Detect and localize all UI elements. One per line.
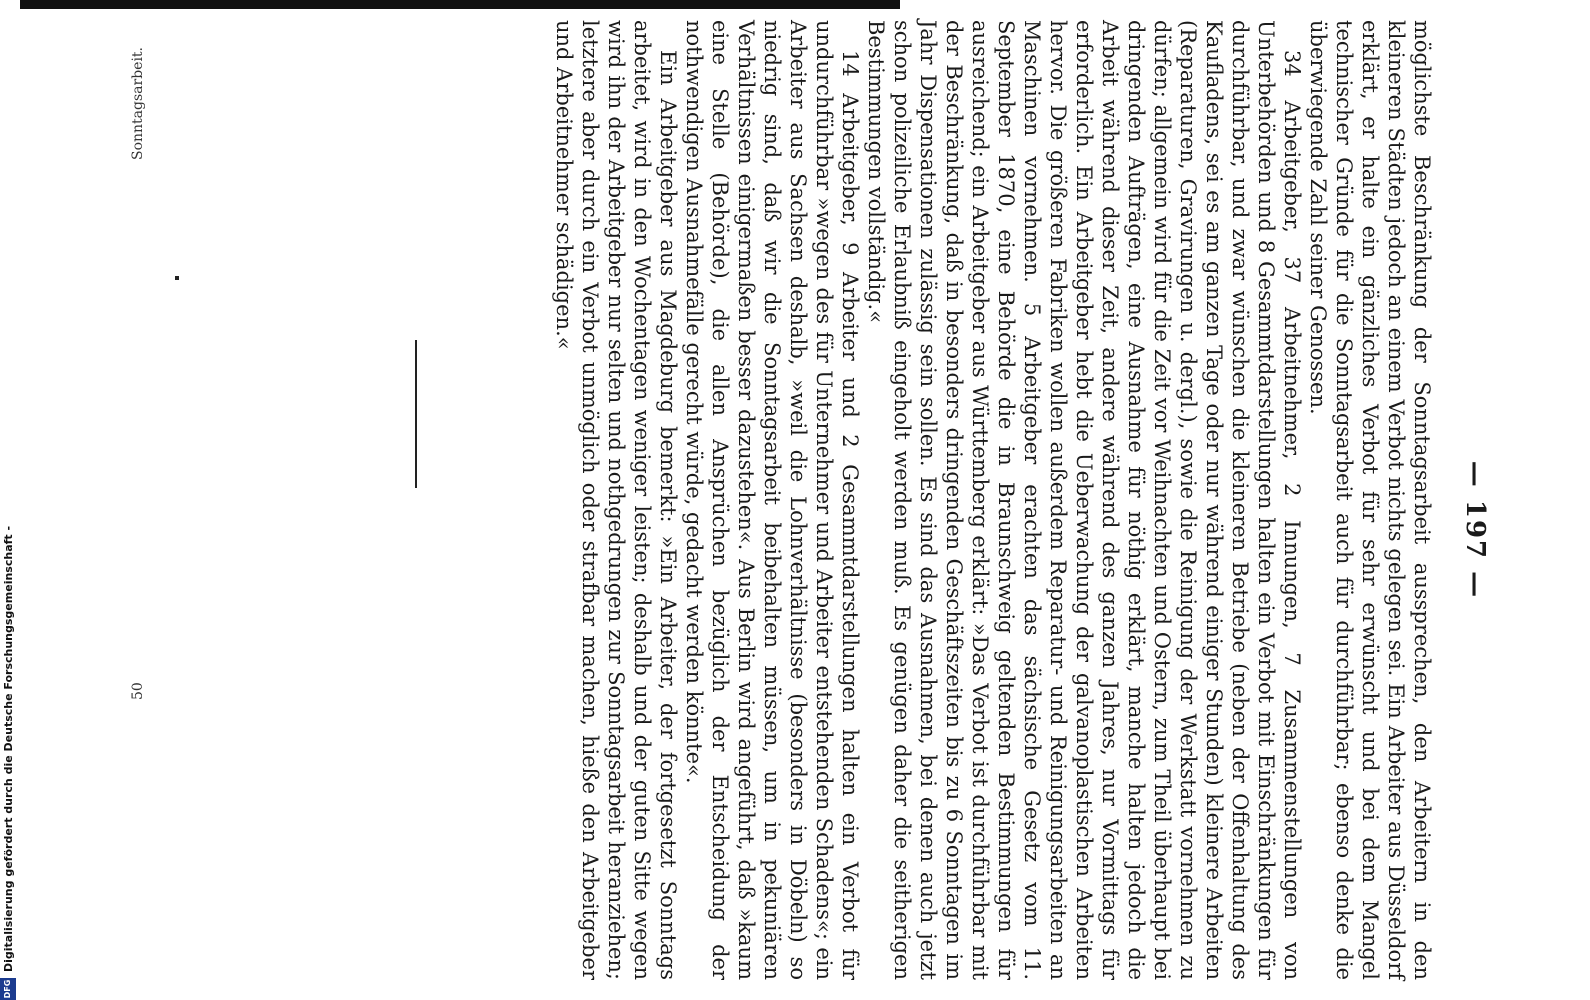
margin-number: 50 [130,682,146,700]
footer-text: Digitalisierung gefördert durch die Deutsche Forschungsgemeinschaft - [2,525,15,972]
paragraph-3: 14 Arbeitgeber, 9 Arbeiter und 2 Gesammtdarstellungen halten ein Verbot für undurchführbar »wegen des für Unternehmer und Arbeiter entstehenden Schadens«; ein Arbeiter aus Sachsen deshalb, »weil die Lohnverhältnisse (besonders in Döbeln) so niedrig sind, daß wir die Sonntagsarbeit beibehalten müssen, um in pekuniären Verhältnissen einigermaßen besser dazustehen«. Aus Berlin wird angeführt, daß »kaum eine Stelle (Behörde), die allen Ansprüchen bezüglich der Entscheidung der nothwendigen Ausnahmefälle gerecht würde, gedacht werden könnte«. [682,20,862,980]
paragraph-4: Ein Arbeitgeber aus Magdeburg bemerkt: »Ein Arbeiter, der fortgesetzt Sonntags arbeitet, wird in den Wochentagen weniger leisten; deshalb und der guten Sitte wegen wird ihn der Arbeitgeber nur selten und nothgedrungen zur Sonntagsarbeit heranziehen; letztere aber durch ein Verbot unmöglich oder strafbar machen, hieße den Arbeitgeber und Arbeitnehmer schädigen.« [552,20,680,980]
margin-label: Sonntagsarbeit. [130,46,146,160]
footer [0,0,20,1000]
speck-mark [175,276,179,280]
body-text [551,20,1435,980]
margin-notes [130,0,170,1000]
paragraph-1: möglichste Beschränkung der Sonntagsarbeit aussprechen, den Arbeitern in den kleineren Städten jedoch an einem Verbot nichts gelegen sei. Ein Arbeiter aus Düsseldorf erklärt, er halte ein gänzliches Verbot für sehr erwünscht und bei dem Mangel technischer Gründe für die Sonntagsarbeit auch für durchführbar; ebenso denke die überwiegende Zahl seiner Genossen. [1306,20,1434,980]
page-number: — 197 — [1460,460,1490,600]
dfg-logo: DFG [0,978,16,1000]
paragraph-2: 34 Arbeitgeber, 37 Arbeitnehmer, 2 Innungen, 7 Zusammenstellungen von Unterbehörden und 8 Gesammtdarstellungen halten ein Verbot mit Einschränkungen für durchführbar, und zwar wünschen die kleineren Betriebe (neben der Offenhaltung des Kaufladens, sei es am ganzen Tage oder nur während einiger Stunden) kleinere Arbeiten (Reparaturen, Gravirungen u. dergl.), sowie die Reinigung der Werkstatt vornehmen zu dürfen; allgemein wird für die Zeit vor Weihnachten und Ostern, zum Theil überhaupt bei dringenden Aufträgen, eine Ausnahme für nöthig erklärt, manche halten jedoch die Arbeit während dieser Zeit, andere während des ganzen Jahres, nur Vormittags für erforderlich. Ein Arbeitgeber hebt die Ueberwachung der galvanoplastischen Arbeiten hervor. Die größeren Fabriken wollen außerdem Reparatur- und Reinigungsarbeiten an Maschinen vornehmen. 5 Arbeitgeber erachten das sächsische Gesetz vom 11. September 1870, eine Behörde die in Braunschweig geltenden Bestimmungen für ausreichend; ein Arbeitgeber aus Württemberg erklärt: »Das Verbot ist durchführbar mit der Beschränkung, daß in besonders dringenden Geschäftszeiten bis zu 6 Sonntagen im Jahr Dispensationen zulässig sein sollen. Es sind das Ausnahmen, bei denen auch jetzt schon polizeiliche Erlaubniß eingeholt werden muß. Es genügen daher die seitherigen Bestimmungen vollständig.« [864,20,1304,980]
rotated-page [345,0,1545,1000]
